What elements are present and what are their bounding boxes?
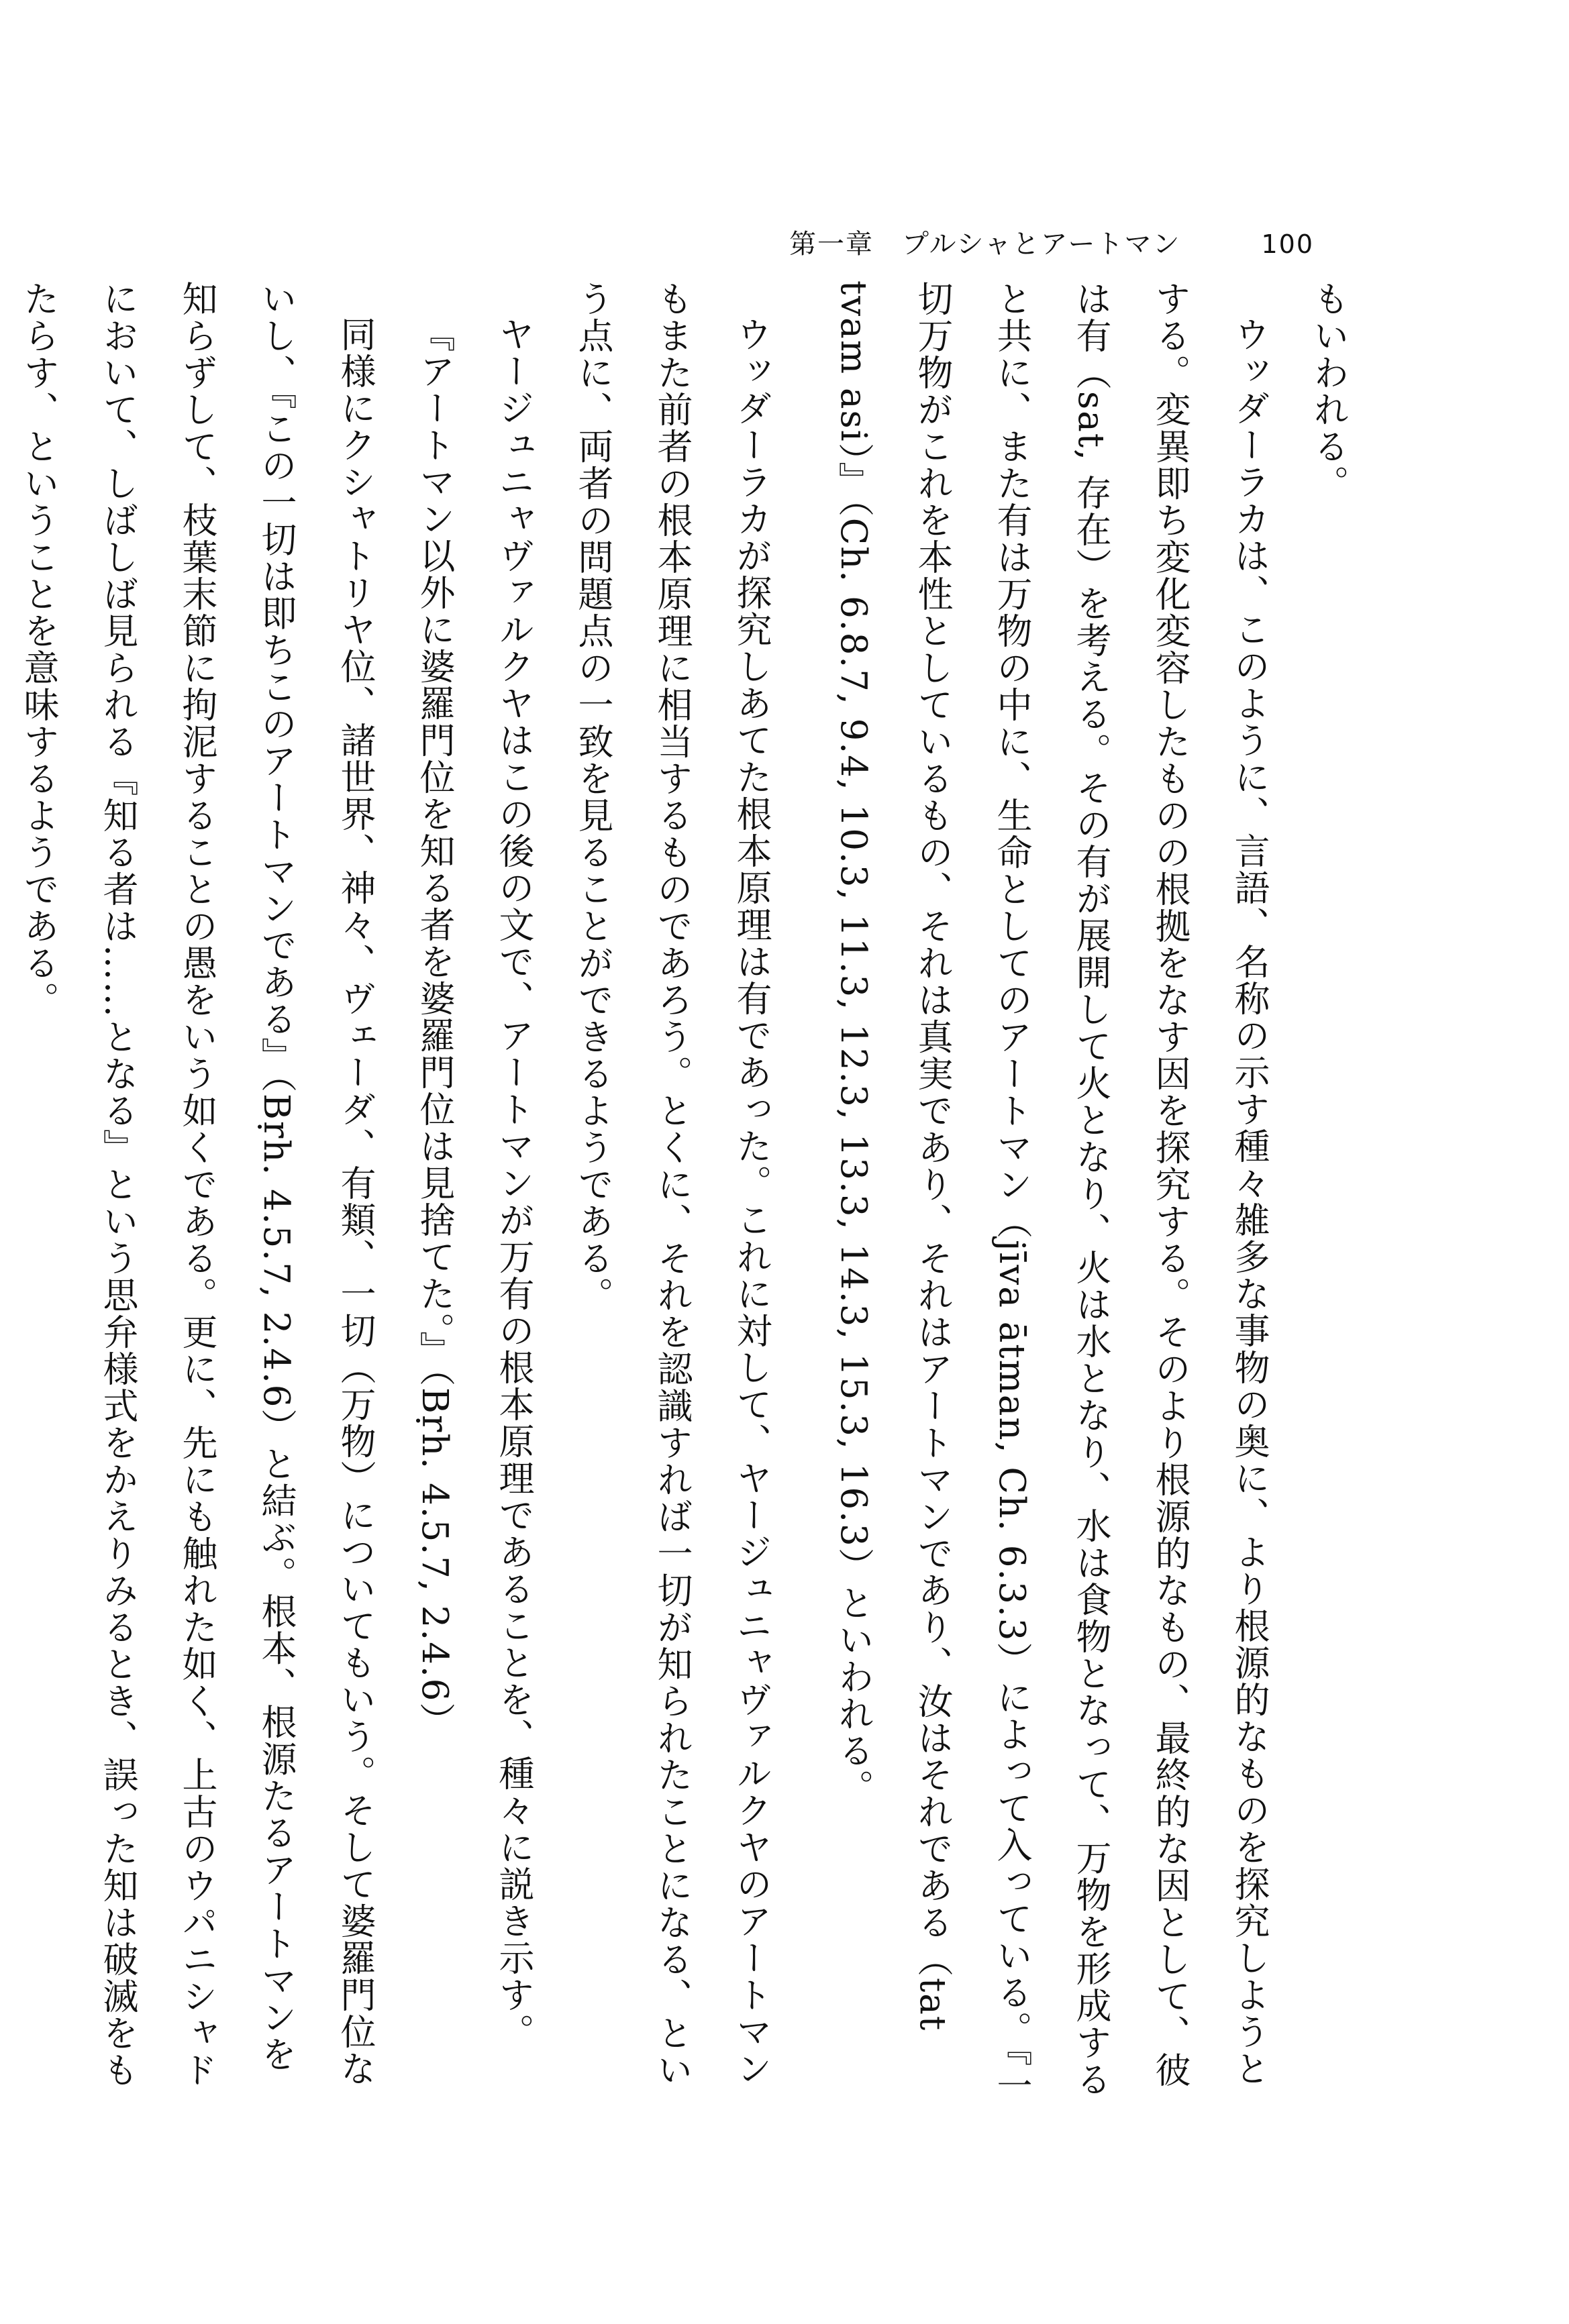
running-head bbox=[789, 223, 1314, 261]
paragraph-uddalaka: ウッダーラカは、このように、言語、名称の示す種々雑多な事物の奥に、より根源的なものを探究しようとする。変異即ち変化変容したものの根拠をなす因を探究する。そのより根源的なもの、最終的な因として、彼は有（sat, 存在）を考える。その有が展開して火となり、火は水となり、水は食物となって、万物を形成すると共に、また有は万物の中に、生命としてのアートマン（jīva ātman, Ch. 6.3.3）によって入っている。『一切万物がこれを本性としているもの、それは真実であり、それはアートマンであり、汝はそれである（tat tvam asi）』（Ch. 6.8.7, 9.4, 10.3, 11.3, 12.3, 13.3, 14.3, 15.3, 16.3）といわれる。 bbox=[833, 280, 1270, 2105]
paragraph-comparison: ウッダーラカが探究しあてた根本原理は有であった。これに対して、ヤージュニャヴァルクヤのアートマンもまた前者の根本原理に相当するものであろう。とくに、それを認識すれば一切が知られたことになる、という点に、両者の問題点の一致を見ることができるようである。 bbox=[572, 280, 772, 2089]
paragraph-continuation: もいわれる。 bbox=[1308, 280, 1349, 502]
paragraph-quote-brahmin: 『アートマン以外に婆羅門位を知る者を婆羅門位は見捨てた。』（Bṛh. 4.5.7, 2.4.6） bbox=[414, 316, 455, 1740]
chapter-title: 第一章 プルシャとアートマン bbox=[789, 229, 1181, 260]
body-text bbox=[0, 280, 1368, 2105]
paragraph-likewise: 同様にクシャトリヤ位、諸世界、神々、ヴェーダ、有類、一切（万物）についてもいう。そして婆羅門位ないし、『この一切は即ちこのアートマンである』（Bṛh. 4.5.7, 2.4.6）と結ぶ。根本、根源たるアートマンを知らずして、枝葉末節に拘泥することの愚をいう如くである。更に、先にも触れた如く、上古のウパニシャドにおいて、しばしば見られる『知る者は……となる』という思弁様式をかえりみるとき、誤った知は破滅をもたらす、ということを意味するようである。 bbox=[18, 280, 376, 2089]
page-number: 100 bbox=[1261, 229, 1314, 259]
section-gap bbox=[791, 280, 813, 2105]
paragraph-yajnavalkya: ヤージュニャヴァルクヤはこの後の文で、アートマンが万有の根本原理であることを、種々に説き示す。 bbox=[493, 316, 534, 2050]
